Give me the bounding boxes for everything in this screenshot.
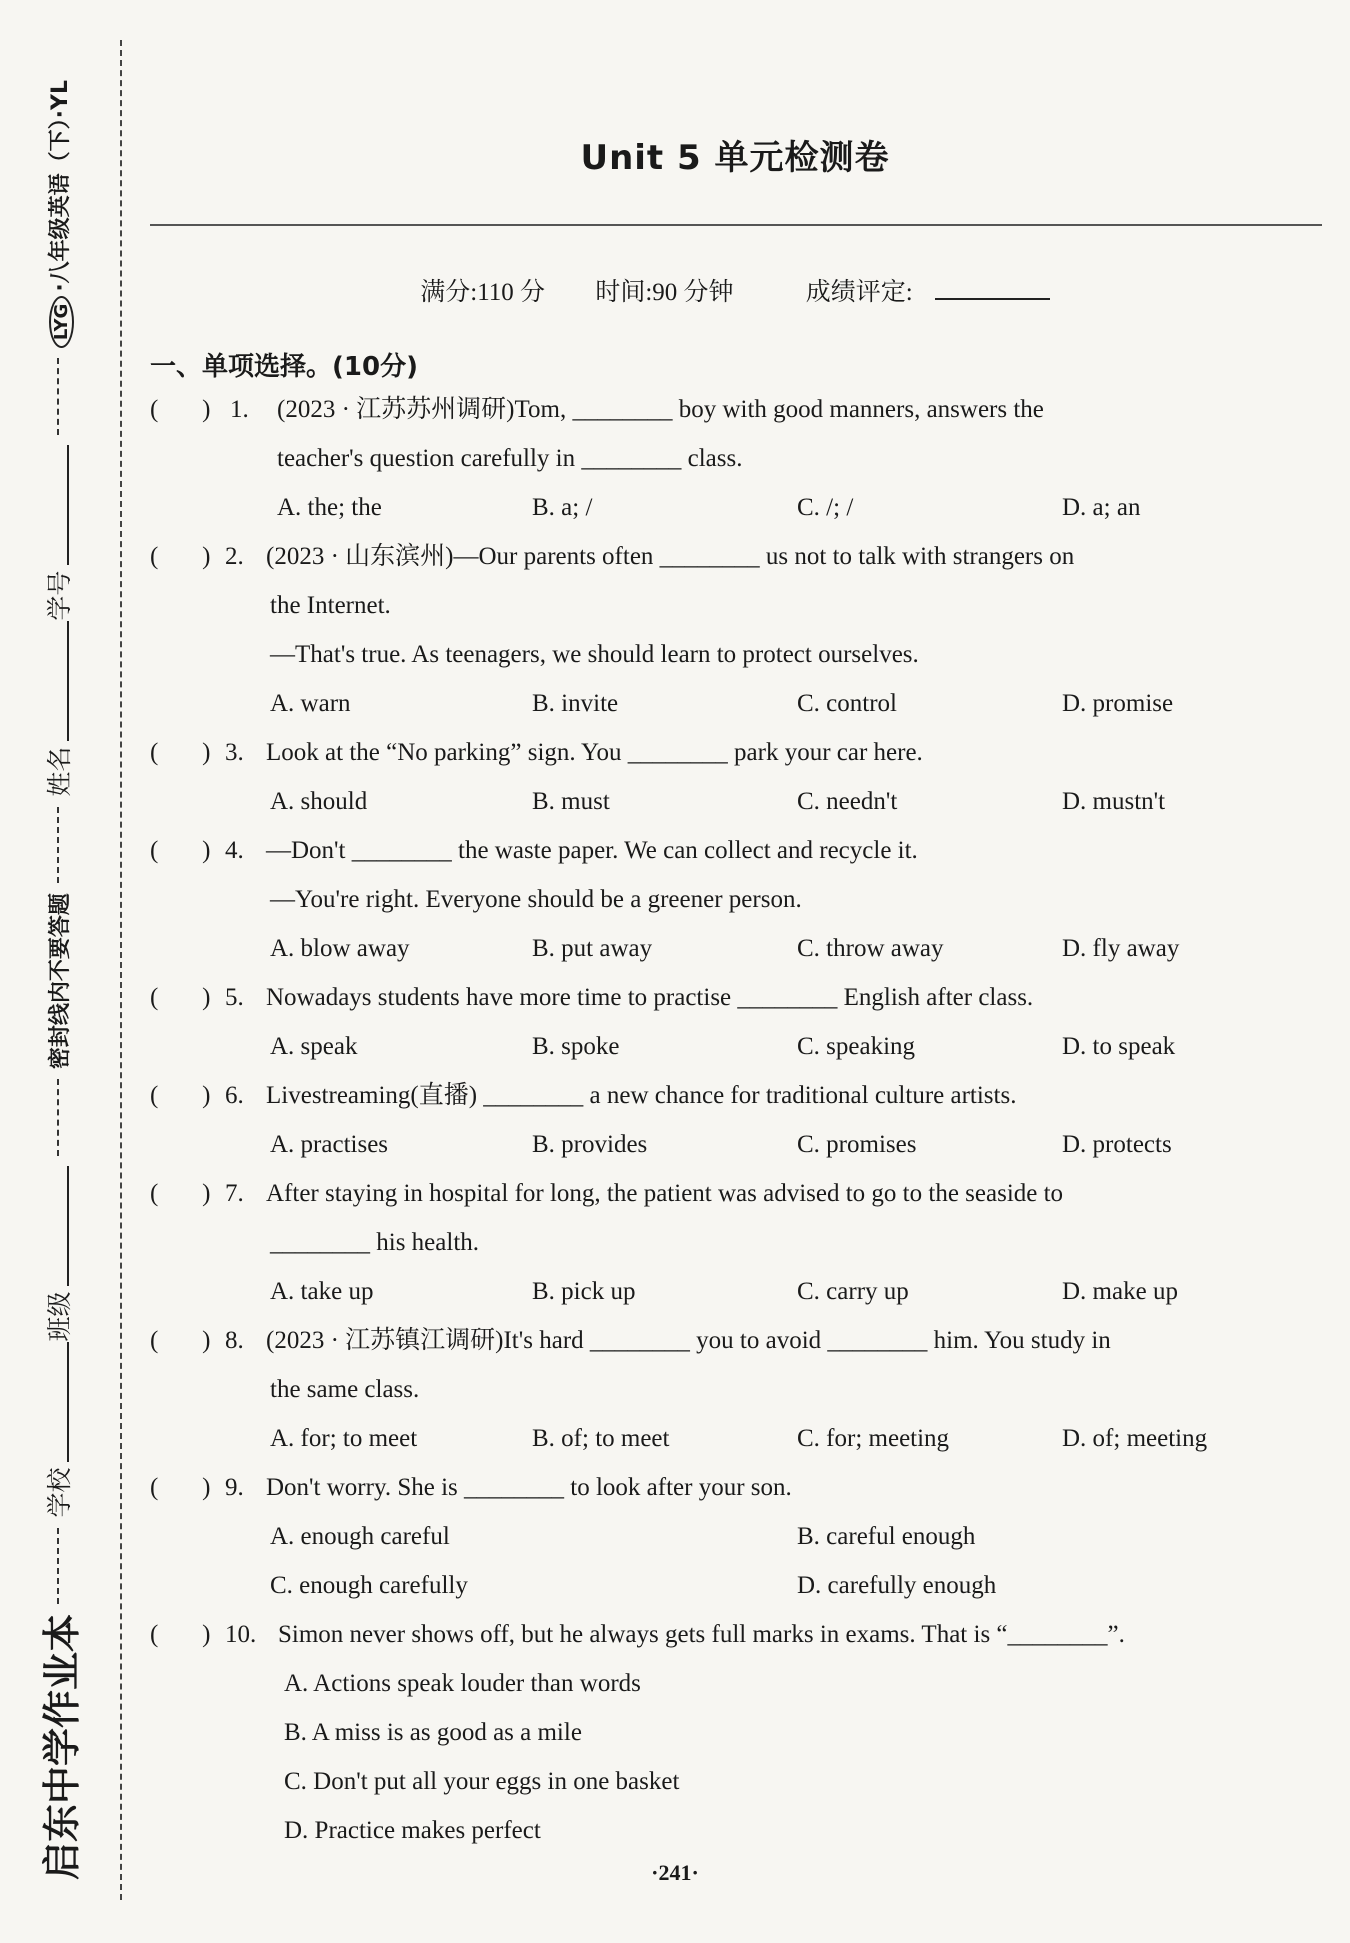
question-number: 2. (225, 543, 244, 570)
option-b[interactable]: B. careful enough (797, 1523, 976, 1550)
question-stem: Nowadays students have more time to practise ________ English after class. (266, 984, 1034, 1011)
option-c[interactable]: C. needn't (797, 788, 898, 815)
school-blank[interactable] (47, 1342, 69, 1462)
question-stem: —That's true. As teenagers, we should learn to protect ourselves. (270, 641, 919, 668)
option-c[interactable]: C. Don't put all your eggs in one basket (284, 1768, 680, 1795)
answer-bracket[interactable]: ( ) (150, 1180, 211, 1207)
question-stem: (2023 · 江苏苏州调研)Tom, ________ boy with good manners, answers the (277, 396, 1044, 423)
seal-dashes (57, 1528, 59, 1604)
answer-bracket[interactable]: ( ) (150, 1474, 211, 1501)
option-c[interactable]: C. promises (797, 1131, 917, 1158)
question-stem: Don't worry. She is ________ to look after your son. (266, 1474, 792, 1501)
option-d[interactable]: D. Practice makes perfect (284, 1817, 541, 1844)
option-c[interactable]: C. speaking (797, 1033, 916, 1060)
option-b[interactable]: B. must (532, 788, 610, 815)
rating-blank[interactable] (935, 298, 1050, 300)
question-number: 3. (225, 739, 244, 766)
class-field: 班级 (40, 1166, 76, 1342)
name-blank[interactable] (47, 621, 69, 741)
question-number: 4. (225, 837, 244, 864)
page-number: ·241· (651, 1860, 699, 1885)
question-stem: the same class. (270, 1376, 420, 1403)
answer-bracket[interactable]: ( ) (150, 1327, 211, 1354)
question-number: 1. (230, 396, 249, 423)
title-divider (150, 224, 1322, 226)
question-stem: —Don't ________ the waste paper. We can collect and recycle it. (266, 837, 918, 864)
option-c[interactable]: C. enough carefully (270, 1572, 468, 1599)
question-number: 6. (225, 1082, 244, 1109)
brand-name: 启东中学作业本 (39, 1613, 84, 1880)
answer-bracket[interactable]: ( ) (150, 396, 211, 423)
full-score: 满分:110 分 (420, 279, 546, 306)
option-a[interactable]: A. blow away (270, 935, 410, 962)
question-stem: Simon never shows off, but he always gets full marks in exams. That is “________”. (278, 1621, 1125, 1648)
option-d[interactable]: D. of; meeting (1062, 1425, 1208, 1452)
option-d[interactable]: D. carefully enough (797, 1572, 997, 1599)
name-field: 姓名 (40, 621, 76, 797)
option-b[interactable]: B. pick up (532, 1278, 636, 1305)
option-d[interactable]: D. a; an (1062, 494, 1141, 521)
option-b[interactable]: B. a; / (532, 494, 593, 521)
option-c[interactable]: C. throw away (797, 935, 944, 962)
option-b[interactable]: B. put away (532, 935, 653, 962)
option-b[interactable]: B. spoke (532, 1033, 620, 1060)
question-stem: —You're right. Everyone should be a greener person. (270, 886, 802, 913)
seal-dashes (57, 358, 59, 434)
option-c[interactable]: C. /; / (797, 494, 854, 521)
answer-bracket[interactable]: ( ) (150, 1082, 211, 1109)
question-stem: ________ his health. (270, 1229, 480, 1256)
option-b[interactable]: B. provides (532, 1131, 648, 1158)
lyg-badge: LYG (49, 296, 74, 348)
option-b[interactable]: B. invite (532, 690, 619, 717)
answer-bracket[interactable]: ( ) (150, 1621, 211, 1648)
page-title: Unit 5 单元检测卷 (580, 138, 890, 178)
answer-bracket[interactable]: ( ) (150, 984, 211, 1011)
option-d[interactable]: D. protects (1062, 1131, 1172, 1158)
question-number: 10. (225, 1621, 257, 1648)
question-stem: After staying in hospital for long, the patient was advised to go to the seaside to (266, 1180, 1064, 1207)
option-a[interactable]: A. the; the (277, 494, 382, 521)
question-stem: Look at the “No parking” sign. You ________ park your car here. (266, 739, 923, 766)
option-a[interactable]: A. speak (270, 1033, 358, 1060)
class-blank[interactable] (47, 1166, 69, 1286)
question-stem: (2023 · 山东滨州)—Our parents often ________ us not to talk with strangers on (266, 543, 1075, 570)
option-c[interactable]: C. for; meeting (797, 1425, 950, 1452)
exam-time: 时间:90 分钟 (595, 279, 734, 306)
option-b[interactable]: B. of; to meet (532, 1425, 670, 1452)
rating-label: 成绩评定: (784, 279, 1050, 306)
option-d[interactable]: D. promise (1062, 690, 1174, 717)
answer-bracket[interactable]: ( ) (150, 543, 211, 570)
question-number: 8. (225, 1327, 244, 1354)
number-blank[interactable] (47, 445, 69, 565)
question-stem: (2023 · 江苏镇江调研)It's hard ________ you to avoid ________ him. You study in (266, 1327, 1111, 1354)
school-field: 学校 (40, 1342, 76, 1518)
binding-dashed-line (120, 40, 122, 1900)
option-b[interactable]: B. A miss is as good as a mile (284, 1719, 582, 1746)
option-a[interactable]: A. for; to meet (270, 1425, 418, 1452)
option-d[interactable]: D. make up (1062, 1278, 1178, 1305)
seal-dashes (57, 1079, 59, 1155)
question-number: 9. (225, 1474, 244, 1501)
exam-meta (150, 272, 1320, 308)
question-stem: Livestreaming(直播) ________ a new chance for traditional culture artists. (266, 1082, 1017, 1109)
option-a[interactable]: A. enough careful (270, 1523, 450, 1550)
option-a[interactable]: A. take up (270, 1278, 374, 1305)
option-d[interactable]: D. mustn't (1062, 788, 1166, 815)
option-d[interactable]: D. to speak (1062, 1033, 1176, 1060)
question-number: 5. (225, 984, 244, 1011)
seal-note: 密封线内不要答题 (47, 893, 73, 1070)
question-stem: the Internet. (270, 592, 391, 619)
number-field: 学号 (40, 445, 76, 621)
option-a[interactable]: A. Actions speak louder than words (284, 1670, 641, 1697)
option-a[interactable]: A. practises (270, 1131, 389, 1158)
answer-bracket[interactable]: ( ) (150, 739, 211, 766)
seal-dashes (57, 807, 59, 883)
option-a[interactable]: A. warn (270, 690, 351, 717)
edition-label: LYG·八年级英语（下）·YL (43, 80, 74, 348)
question-stem: teacher's question carefully in ________ class. (277, 445, 743, 472)
option-d[interactable]: D. fly away (1062, 935, 1180, 962)
section-heading: 一、单项选择。(10分) (150, 352, 418, 382)
option-a[interactable]: A. should (270, 788, 368, 815)
answer-bracket[interactable]: ( ) (150, 837, 211, 864)
option-c[interactable]: C. control (797, 690, 897, 717)
option-c[interactable]: C. carry up (797, 1278, 909, 1305)
question-number: 7. (225, 1180, 244, 1207)
